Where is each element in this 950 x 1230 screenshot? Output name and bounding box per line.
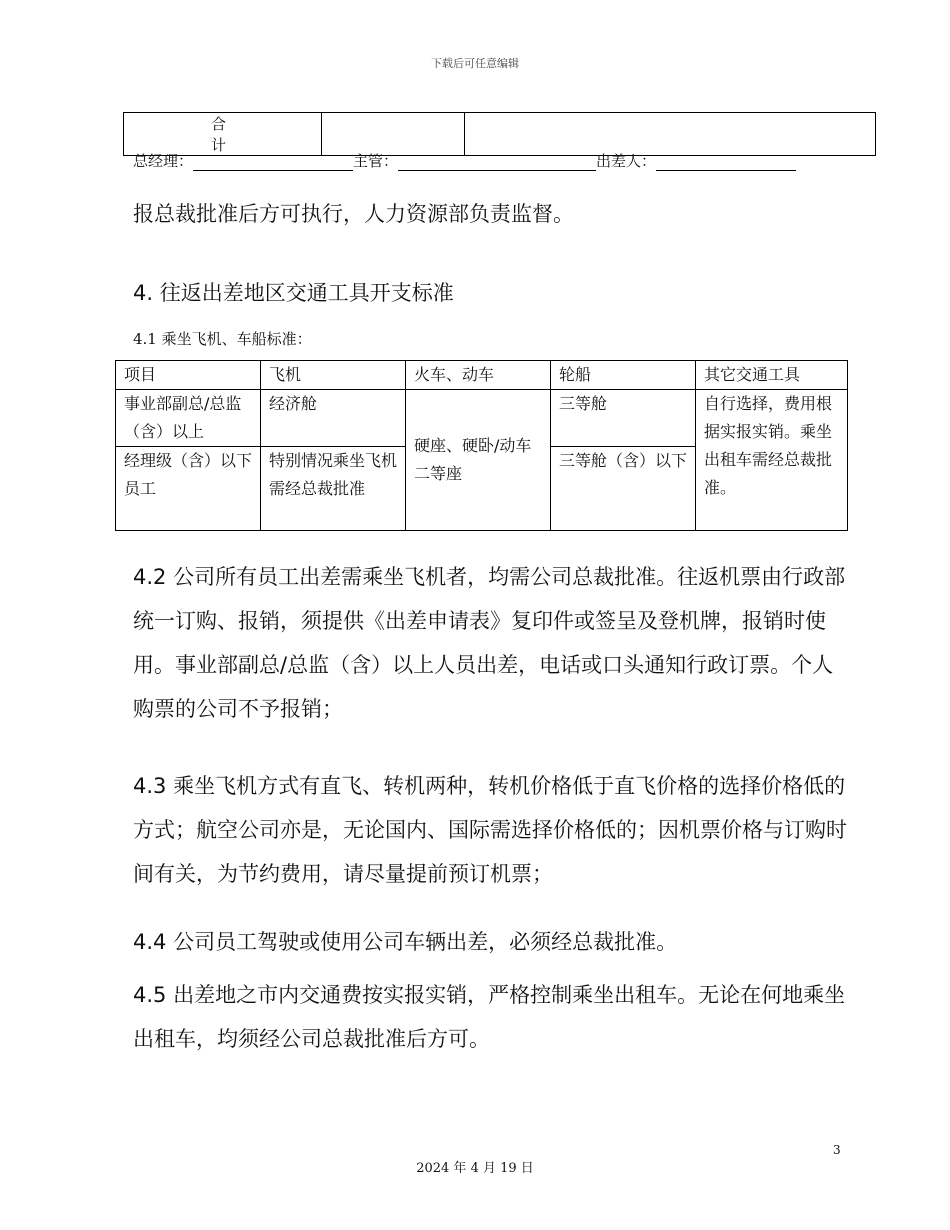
- header-plane: 飞机: [261, 361, 406, 390]
- paragraph-4-3: 4.3 乘坐飞机方式有直飞、转机两种，转机价格低于直飞价格的选择价格低的方式；航空公司亦是，无论国内、国际需选择价格低的；因机票价格与订购时间有关，为节约费用，请尽量提前预订机票；: [133, 774, 847, 886]
- row1-item: 事业部副总/总监（含）以上: [116, 390, 261, 447]
- section-4-heading: 4. 往返出差地区交通工具开支标准: [133, 281, 454, 305]
- traveler-label: 出差人：: [596, 152, 657, 170]
- table-row: [116, 390, 848, 447]
- header-ship: 轮船: [551, 361, 696, 390]
- row1-plane: 经济舱: [261, 390, 406, 447]
- page-number: 3: [833, 1143, 841, 1157]
- footer-date: 2024 年 4 月 19 日: [416, 1161, 534, 1176]
- paragraph-4-4: 4.4 公司员工驾驶或使用公司车辆出差，必须经总裁批准。: [133, 930, 678, 954]
- transport-standards-table: [115, 360, 848, 531]
- header-other: 其它交通工具: [696, 361, 848, 390]
- gm-signature-field: [193, 152, 353, 171]
- signature-line: [133, 150, 796, 171]
- approval-text: 报总裁批准后方可执行，人力资源部负责监督。: [133, 202, 574, 226]
- row1-ship: 三等舱: [551, 390, 696, 447]
- paragraph-4-5: 4.5 出差地之市内交通费按实报实销，严格控制乘坐出租车。无论在何地乘坐出租车，均须经公司总裁批准后方可。: [133, 983, 846, 1051]
- total-label: 合 计: [124, 113, 322, 156]
- header-train: 火车、动车: [406, 361, 551, 390]
- traveler-signature-field: [656, 152, 796, 171]
- supervisor-signature-field: [398, 152, 596, 171]
- other-transport-cell: 自行选择，费用根据实报实销。乘坐出租车需经总裁批准。: [696, 390, 848, 531]
- row2-item: 经理级（含）以下员工: [116, 447, 261, 531]
- section-4-1-heading: 4.1 乘坐飞机、车船标准：: [133, 330, 312, 348]
- supervisor-label: 主管：: [353, 152, 399, 170]
- train-cell: 硬座、硬卧/动车二等座: [406, 390, 551, 531]
- table-header-row: [116, 361, 848, 390]
- header-item: 项目: [116, 361, 261, 390]
- row2-ship: 三等舱（含）以下: [551, 447, 696, 531]
- gm-label: 总经理：: [133, 152, 194, 170]
- paragraph-4-2: 4.2 公司所有员工出差需乘坐飞机者，均需公司总裁批准。往返机票由行政部统一订购、报销，须提供《出差申请表》复印件或签呈及登机牌，报销时使用。事业部副总/总监（含）以上人员出差，电话或口头通知行政订票。个人购票的公司不予报销；: [133, 565, 846, 721]
- header-note: 下载后可任意编辑: [431, 57, 519, 70]
- row2-plane: 特别情况乘坐飞机需经总裁批准: [261, 447, 406, 531]
